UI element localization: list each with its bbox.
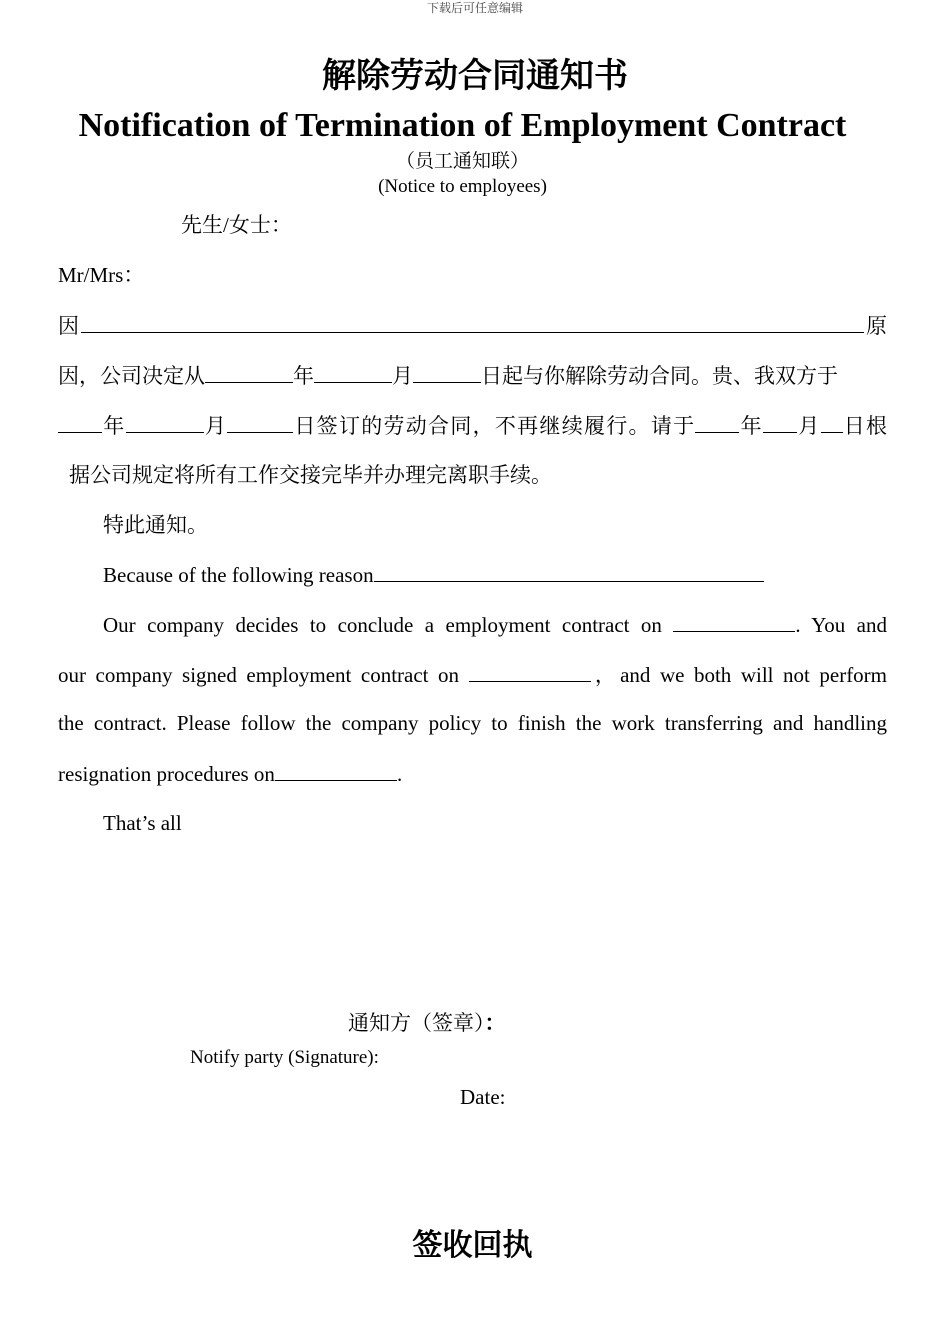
handover-day-blank	[821, 410, 843, 433]
cn-reason-prefix: 因	[58, 314, 81, 338]
cn-month-label: 月	[392, 364, 413, 388]
en-closing: That’s all	[103, 811, 182, 835]
title-english: Notification of Termination of Employment Contract	[78, 107, 847, 144]
notify-party-en: Notify party (Signature):	[190, 1047, 379, 1068]
en-paragraph-line-4	[58, 758, 402, 789]
cn-year-label: 年	[102, 414, 126, 438]
en-resignation-date-blank	[275, 758, 397, 781]
subtitle-english: (Notice to employees)	[378, 176, 547, 197]
cn-year-label: 年	[739, 414, 763, 438]
en-paragraph-line-3	[58, 708, 887, 738]
receipt-title: 签收回执	[412, 1229, 533, 1262]
cn-line2-text-b: 日起与你解除劳动合同。贵、我双方于	[481, 364, 838, 388]
subtitle-chinese: （员工通知联）	[395, 151, 529, 172]
header-note: 下载后可任意编辑	[426, 1, 523, 15]
termination-year-blank	[205, 360, 293, 383]
en-reason-blank	[374, 559, 764, 582]
en-p2-text: our company signed employment contract on	[58, 663, 460, 687]
cn-line2-text: 因，公司决定从	[58, 364, 205, 388]
notify-party-colon: ：	[484, 1011, 506, 1035]
en-p3-text: the contract. Please follow the company policy to finish the work transferring and handling	[58, 711, 887, 735]
cn-month-label: 月	[796, 414, 821, 438]
termination-day-blank	[413, 360, 481, 383]
cn-reason-line	[58, 310, 887, 340]
salutation-english: Mr/Mrs：	[58, 263, 145, 287]
en-p2-text-b: ，and we both will not perform	[590, 663, 888, 687]
en-p1-text: Our company decides to conclude a employment contract on	[103, 613, 662, 637]
signed-year-blank	[58, 410, 102, 433]
cn-year-label: 年	[293, 364, 314, 388]
cn-reason-suffix: 原	[864, 314, 887, 338]
en-p4-text-b: .	[396, 762, 403, 786]
cn-termination-line	[58, 360, 878, 390]
cn-handover-line: 据公司规定将所有工作交接完毕并办理完离职手续。	[69, 463, 552, 487]
cn-month-label: 月	[203, 414, 228, 438]
signed-day-blank	[227, 410, 293, 433]
cn-line3-text: 日签订的劳动合同，不再继续履行。请于	[293, 414, 696, 438]
cn-closing: 特此通知。	[103, 513, 208, 537]
en-p4-text: resignation procedures on	[58, 762, 275, 786]
notify-party-cn-label: 通知方（签章）	[348, 1011, 485, 1035]
cn-signing-line	[58, 410, 887, 440]
en-reason-line	[103, 559, 764, 590]
reason-blank	[81, 310, 864, 333]
en-reason-text: Because of the following reason	[103, 563, 374, 587]
date-label: Date:	[460, 1085, 506, 1109]
cn-line3-text-c: 日根	[842, 414, 888, 438]
en-p1-text-b: . You and	[795, 613, 887, 637]
notify-party-cn	[348, 1008, 506, 1038]
handover-year-blank	[695, 410, 739, 433]
signed-month-blank	[126, 410, 204, 433]
en-conclude-date-blank	[673, 609, 795, 632]
en-signed-date-blank	[469, 659, 591, 682]
en-paragraph-line-2	[58, 659, 887, 689]
termination-month-blank	[314, 360, 392, 383]
salutation-chinese: 先生/女士：	[181, 213, 292, 237]
title-chinese: 解除劳动合同通知书	[322, 58, 628, 95]
en-paragraph-line-1	[103, 609, 887, 639]
handover-month-blank	[763, 410, 797, 433]
